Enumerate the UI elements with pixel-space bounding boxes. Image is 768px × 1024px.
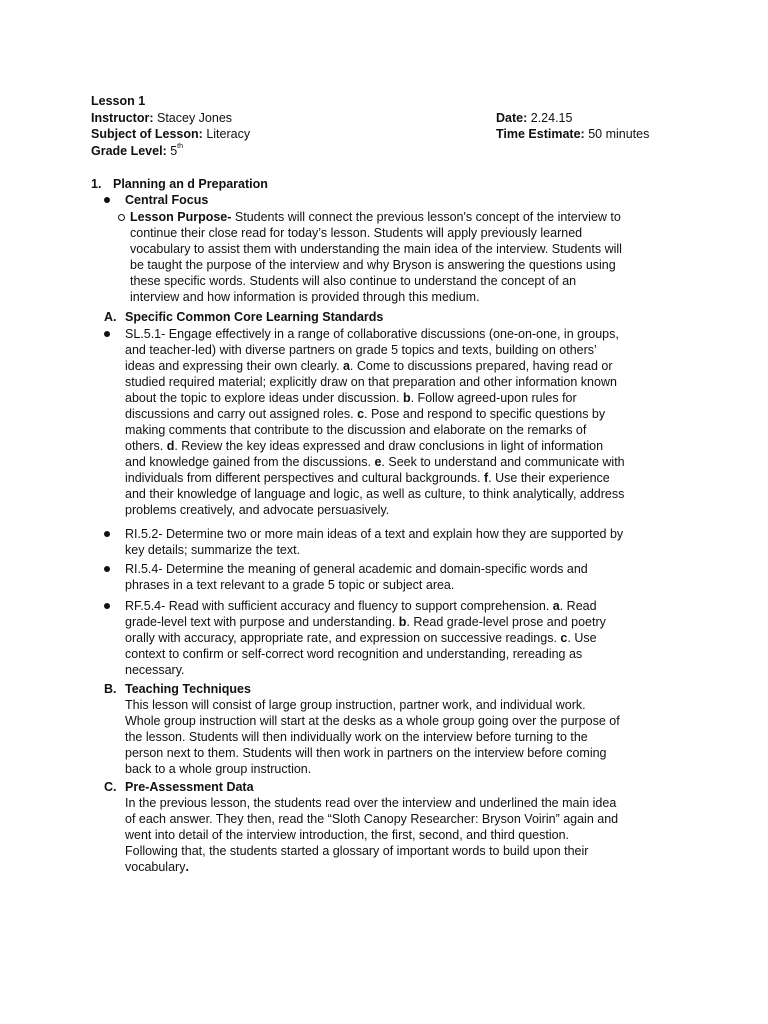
pre-assessment-text — [125, 795, 685, 875]
text-segment: of each answer. They then, read the “Sloth Canopy Researcher: Bryson Voirin” again and — [125, 812, 619, 826]
text-line — [125, 486, 685, 502]
text-segment: necessary. — [125, 663, 185, 677]
text-line — [125, 745, 685, 761]
text-line — [125, 761, 685, 777]
text-segment: making comments that contribute to the discussion and elaborate on the remarks of — [125, 423, 587, 437]
text-line — [125, 827, 685, 843]
text-line — [125, 843, 685, 859]
text-line — [125, 614, 685, 630]
bold-letter: b — [402, 391, 411, 405]
text-segment: context to confirm or self-correct word recognition and understanding, rereading as — [125, 647, 583, 661]
grade-label: Grade Level: — [91, 144, 167, 158]
text-line — [125, 358, 685, 374]
text-segment: vocabulary — [125, 860, 186, 874]
text-line — [125, 697, 685, 713]
bold-letter: c — [357, 407, 365, 421]
standard-ri-5-2 — [125, 526, 685, 558]
section-1-title: Planning an d Preparation — [113, 177, 268, 191]
text-segment: . Seek to understand and communicate with — [381, 455, 625, 469]
text-line — [125, 795, 685, 811]
bold-letter: a — [552, 599, 560, 613]
text-segment: Following that, the students started a glossary of important words to build upon their — [125, 844, 589, 858]
text-line — [125, 438, 685, 454]
grade-value: 5 — [170, 144, 178, 158]
time-row — [496, 126, 649, 142]
teaching-techniques-text — [125, 697, 685, 777]
bullet-dot — [104, 603, 110, 609]
standard-ri-5-4 — [125, 561, 685, 593]
bold-letter: e — [374, 455, 382, 469]
time-label: Time Estimate: — [496, 127, 585, 141]
text-line — [125, 374, 685, 390]
text-segment: about the topic to explore ideas under discussion. — [125, 391, 403, 405]
purpose-line-1: continue their close read for today’s lesson. Students will apply previously learned — [130, 226, 583, 240]
text-line — [125, 577, 685, 593]
text-segment: RF.5.4- Read with sufficient accuracy and fluency to support comprehension. — [125, 599, 553, 613]
text-segment: back to a whole group instruction. — [125, 762, 312, 776]
text-segment: This lesson will consist of large group instruction, partner work, and individual work. — [125, 698, 586, 712]
standard-sl-5-1 — [125, 326, 685, 518]
text-line — [125, 598, 685, 614]
purpose-line-3: be taught the purpose of the interview and why Bryson is answering the questions using — [130, 258, 616, 272]
text-segment: . Use their experience — [488, 471, 610, 485]
text-line — [125, 729, 685, 745]
text-segment: . Use — [567, 631, 597, 645]
section-b-title: Teaching Techniques — [125, 682, 251, 696]
text-line — [125, 470, 685, 486]
text-line — [125, 811, 685, 827]
text-line — [125, 342, 685, 358]
text-segment: others. — [125, 439, 167, 453]
grade-row — [91, 143, 183, 159]
text-line — [125, 646, 685, 662]
text-line — [125, 542, 685, 558]
text-line — [125, 526, 685, 542]
text-segment: . Come to discussions prepared, having read or — [349, 359, 613, 373]
bullet-dot — [104, 197, 110, 203]
purpose-line-0: Lesson Purpose- Students will connect the previous lesson's concept of the interview to — [130, 210, 621, 224]
text-segment: key details; summarize the text. — [125, 543, 301, 557]
bullet-circle — [118, 214, 125, 221]
instructor-value: Stacey Jones — [156, 111, 233, 125]
text-segment: RI.5.4- Determine the meaning of general academic and domain-specific words and — [125, 562, 588, 576]
standard-rf-5-4 — [125, 598, 685, 678]
text-segment: Whole group instruction will start at the desks as a whole group going over the purpose of — [125, 714, 620, 728]
text-segment: . Pose and respond to specific questions by — [364, 407, 606, 421]
text-segment: . Review the key ideas expressed and draw conclusions in light of information — [174, 439, 604, 453]
text-segment: . Read grade-level prose and poetry — [406, 615, 606, 629]
bold-letter: d — [166, 439, 175, 453]
purpose-line-2: vocabulary to assist them with understanding the main idea of the interview. Students will — [130, 242, 622, 256]
central-focus-heading: Central Focus — [125, 193, 209, 207]
date-value: 2.24.15 — [530, 111, 573, 125]
time-value: 50 minutes — [588, 127, 650, 141]
subject-row — [91, 126, 250, 142]
subject-label: Subject of Lesson: — [91, 127, 203, 141]
text-line — [125, 326, 685, 342]
text-segment: grade-level text with purpose and understanding. — [125, 615, 399, 629]
instructor-label: Instructor: — [91, 111, 154, 125]
date-label: Date: — [496, 111, 528, 125]
section-a-letter: A. — [104, 310, 117, 324]
instructor-row — [91, 110, 232, 126]
text-segment: phrases in a text relevant to a grade 5 topic or subject area. — [125, 578, 455, 592]
bullet-dot — [104, 331, 110, 337]
section-c-letter: C. — [104, 780, 117, 794]
bullet-dot — [104, 531, 110, 537]
text-segment: and knowledge gained from the discussions. — [125, 455, 375, 469]
bold-letter: c — [560, 631, 568, 645]
text-line — [125, 422, 685, 438]
text-segment: . Follow agreed-upon rules for — [410, 391, 577, 405]
text-segment: individuals from different perspectives and cultural backgrounds. — [125, 471, 484, 485]
text-segment: and teacher-led) with diverse partners on grade 5 topics and texts, building on others’ — [125, 343, 597, 357]
section-c-title: Pre-Assessment Data — [125, 780, 254, 794]
text-line — [125, 561, 685, 577]
text-line — [125, 454, 685, 470]
purpose-line-5: interview and how information is provided through this medium. — [130, 290, 480, 304]
text-segment: the lesson. Students will then individually work on the interview before turning to the — [125, 730, 588, 744]
bold-letter: a — [342, 359, 350, 373]
text-segment: discussions and carry out assigned roles. — [125, 407, 358, 421]
text-line — [125, 390, 685, 406]
bold-letter: . — [185, 860, 189, 874]
text-segment: orally with accuracy, appropriate rate, and expression on successive readings. — [125, 631, 561, 645]
text-line — [125, 859, 685, 875]
text-segment: In the previous lesson, the students read over the interview and underlined the main idea — [125, 796, 617, 810]
subject-value: Literacy — [206, 127, 251, 141]
bold-letter: f — [484, 471, 489, 485]
purpose-line-4: these specific words. Students will also continue to understand the concept of an — [130, 274, 577, 288]
date-row — [496, 110, 572, 126]
section-b-letter: B. — [104, 682, 117, 696]
purpose-label: Lesson Purpose- — [130, 210, 232, 224]
text-line — [125, 502, 685, 518]
text-segment: and their knowledge of language and logic, as well as culture, to think analytically, address — [125, 487, 625, 501]
text-line — [125, 630, 685, 646]
text-line — [125, 662, 685, 678]
text-line — [125, 406, 685, 422]
grade-suffix: th — [177, 143, 184, 150]
text-segment: . Read — [559, 599, 597, 613]
text-segment: RI.5.2- Determine two or more main ideas of a text and explain how they are supported by — [125, 527, 624, 541]
lesson-purpose — [130, 209, 690, 305]
text-line — [125, 713, 685, 729]
section-1-number: 1. — [91, 177, 102, 191]
text-segment: person next to them. Students will then work in partners on the interview before coming — [125, 746, 607, 760]
text-segment: went into detail of the interview introduction, the first, second, and third question. — [125, 828, 570, 842]
text-segment: studied required material; explicitly draw on that preparation and other information known — [125, 375, 617, 389]
text-segment: ideas and expressing their own clearly. — [125, 359, 343, 373]
text-segment: SL.5.1- Engage effectively in a range of collaborative discussions (one-on-one, in groups, — [125, 327, 619, 341]
section-a-title: Specific Common Core Learning Standards — [125, 310, 384, 324]
lesson-title: Lesson 1 — [91, 94, 146, 108]
bullet-dot — [104, 566, 110, 572]
bold-letter: b — [398, 615, 407, 629]
text-segment: problems creatively, and advocate persuasively. — [125, 503, 390, 517]
